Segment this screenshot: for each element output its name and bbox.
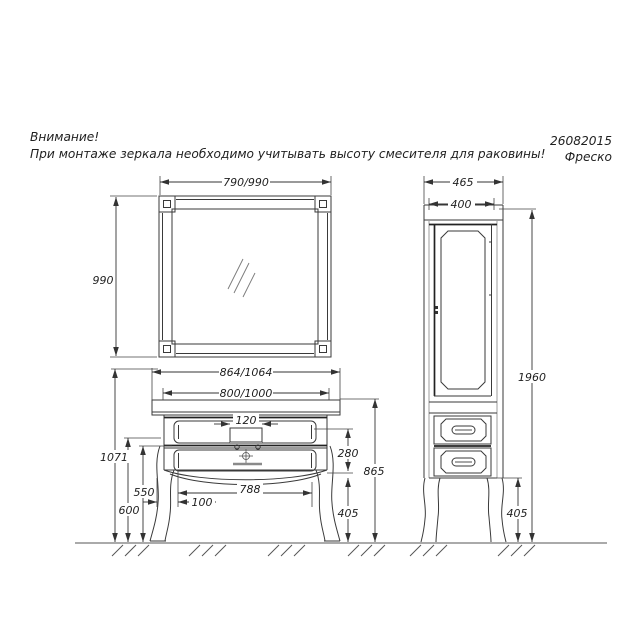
cabinet-height-dim: 1960: [518, 371, 546, 384]
arrowhead-icon: [178, 499, 187, 505]
arrowhead-icon: [515, 478, 521, 487]
dimension-arrowheads: [112, 179, 535, 542]
arrowhead-icon: [485, 201, 494, 207]
arrowhead-icon: [113, 197, 119, 206]
cabinet-leg-clearance-dim: 405: [506, 507, 528, 520]
doc-number: 26082015: [549, 134, 612, 148]
arrowhead-icon: [494, 179, 503, 185]
door-handle: [435, 306, 438, 309]
warning-title: Внимание!: [30, 130, 100, 144]
arrowhead-icon: [178, 490, 187, 496]
vanity-leg-clearance-dim: 405: [337, 507, 359, 520]
arrowhead-icon: [112, 369, 118, 378]
drawer-section-height-dim: 280: [337, 447, 359, 460]
mirror-outer-frame: [159, 196, 331, 357]
arrowhead-icon: [113, 347, 119, 356]
vanity-inner-width-dim: 788: [239, 483, 261, 496]
arrowhead-icon: [331, 369, 340, 375]
mirror-reflection-hatch: [228, 259, 255, 297]
arrowhead-icon: [221, 421, 230, 427]
vanity-overall-height-dim: 1071: [100, 451, 128, 464]
arrowhead-icon: [529, 533, 535, 542]
arrowhead-icon: [152, 369, 161, 375]
cabinet-drawer-1: [434, 416, 491, 444]
mirror: [159, 196, 331, 357]
collection-name: Фреско: [564, 150, 612, 164]
cabinet-drawer-2: [434, 448, 491, 476]
cabinet-width-dim: 465: [452, 176, 474, 189]
worktop-height-dim: 865: [363, 465, 385, 478]
arrowhead-icon: [424, 179, 433, 185]
vanity-height-550-dim: 550: [133, 486, 155, 499]
dimension-labels: [93, 176, 549, 520]
arrowhead-icon: [262, 421, 271, 427]
cabinet-legs: [421, 478, 506, 542]
arrowhead-icon: [125, 533, 131, 542]
vanity-height-600-dim: 600: [118, 504, 140, 517]
arrowhead-icon: [322, 179, 331, 185]
bottom-drawer-panel: [174, 450, 316, 471]
arrowhead-icon: [140, 446, 146, 455]
arrowhead-icon: [160, 179, 169, 185]
vanity-worktop: [152, 400, 340, 415]
vanity-bottom-drawer: [174, 449, 316, 471]
arrowhead-icon: [515, 533, 521, 542]
arrowhead-icon: [345, 462, 351, 471]
arrowhead-icon: [320, 390, 329, 396]
arrowhead-icon: [163, 390, 172, 396]
arrowhead-icon: [429, 201, 438, 207]
siphon-cutout-dim: 120: [235, 414, 257, 427]
arrowhead-icon: [529, 210, 535, 219]
arrowhead-icon: [140, 533, 146, 542]
arrowhead-icon: [112, 533, 118, 542]
door-panel: [441, 231, 485, 389]
cabinet-door-width-dim: 400: [450, 198, 472, 211]
tall-cabinet: [421, 205, 506, 542]
arrowhead-icon: [303, 490, 312, 496]
arrowhead-icon: [345, 429, 351, 438]
mirror-height-dim: 990: [92, 274, 114, 287]
mirror-corner-ornaments: [159, 196, 331, 357]
warning-text: При монтаже зеркала необходимо учитывать высоту смесителя для раковины!: [30, 147, 546, 161]
center-mark: [239, 449, 253, 463]
ground-line: [75, 543, 607, 556]
arrowhead-icon: [372, 399, 378, 408]
dimension-lines: [115, 182, 532, 542]
arrowhead-icon: [372, 533, 378, 542]
vanity-worktop-width-dim: 864/1064: [219, 366, 273, 379]
mirror-width-dim: 790/990: [223, 176, 269, 189]
cabinet-door: [429, 224, 497, 396]
vanity-body-width-dim: 800/1000: [219, 387, 273, 400]
vanity-side-offset-dim: 100: [191, 496, 213, 509]
arrowhead-icon: [345, 533, 351, 542]
mirror-glass: [172, 209, 318, 344]
arrowhead-icon: [125, 438, 131, 447]
header: [30, 130, 612, 164]
ground-hatching: [112, 545, 535, 556]
arrowhead-icon: [148, 499, 157, 505]
arrowhead-icon: [345, 478, 351, 487]
